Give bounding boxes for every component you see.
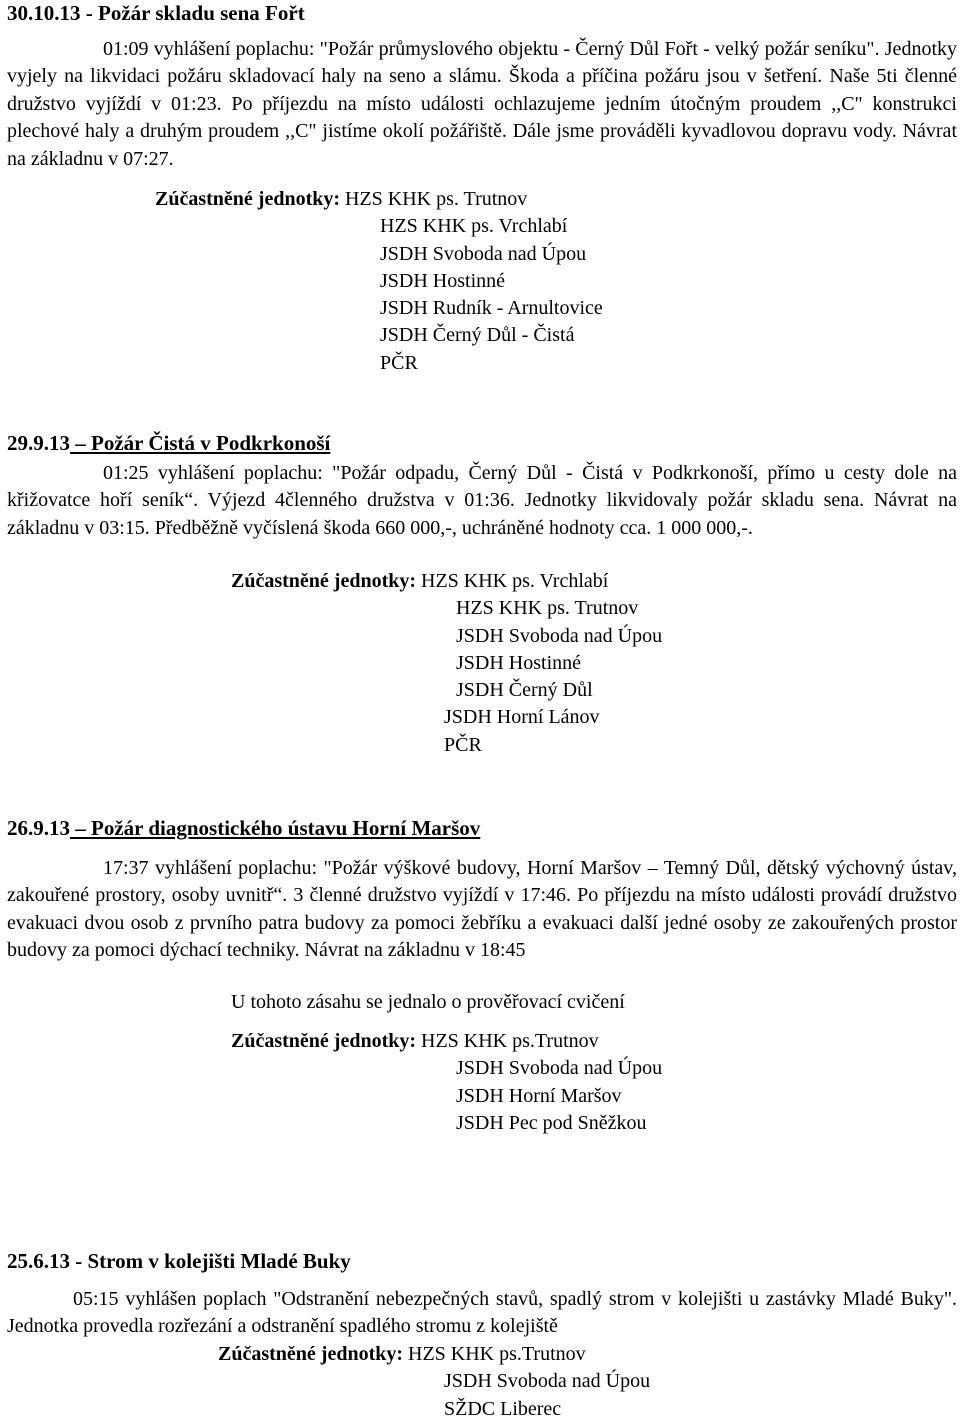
unit-item: JSDH Svoboda nad Úpou bbox=[456, 624, 663, 647]
unit-item: JSDH Horní Maršov bbox=[456, 1084, 622, 1107]
unit-item: JSDH Hostinné bbox=[456, 651, 582, 674]
entry-description: 01:25 vyhlášení poplachu: "Požár odpadu, Černý Důl - Čistá v Podkrkonoší, přímo u cesty dole na křižovatce hoří seník“. Výjezd 4členného družstva v 01:36. Jednotky likvidovaly požár skladu sena. Návrat na základnu v 03:15. Předběžně vyčíslená škoda 660 000,-, uchráněné hodnoty cca. 1 000 000,-. bbox=[7, 462, 957, 539]
unit-item: HZS KHK ps. Trutnov bbox=[345, 188, 528, 210]
entry-note: U tohoto zásahu se jednalo o prověřovací cvičení bbox=[231, 991, 625, 1013]
report-entry bbox=[7, 1248, 957, 1341]
heading-separator: – bbox=[70, 431, 91, 455]
entry-title: Požár Čistá v Podkrkonoší bbox=[91, 431, 331, 455]
entry-date: 30.10.13 bbox=[7, 1, 81, 25]
entry-title: Požár diagnostického ústavu Horní Maršov bbox=[91, 816, 481, 840]
heading-separator: - bbox=[80, 1, 98, 25]
unit-item: HZS KHK ps. Vrchlabí bbox=[421, 570, 609, 592]
entry-title: Strom v kolejišti Mladé Buky bbox=[87, 1249, 351, 1273]
entry-heading bbox=[7, 0, 957, 27]
unit-item: HZS KHK ps.Trutnov bbox=[408, 1343, 586, 1365]
unit-item: SŽDC Liberec bbox=[444, 1397, 562, 1420]
entry-description: 05:15 vyhlášen poplach "Odstranění nebezpečných stavů, spadlý strom v kolejišti u zastávky Mladé Buky". Jednotka provedla rozřezání a odstranění spadlého stromu z kolejiště bbox=[7, 1288, 957, 1338]
unit-item: HZS KHK ps. Vrchlabí bbox=[380, 215, 568, 238]
unit-item: JSDH Svoboda nad Úpou bbox=[380, 242, 587, 265]
unit-item: HZS KHK ps.Trutnov bbox=[421, 1030, 599, 1052]
unit-item: JSDH Rudník - Arnultovice bbox=[380, 297, 603, 320]
entry-date: 25.6.13 bbox=[7, 1249, 70, 1273]
unit-item: HZS KHK ps. Trutnov bbox=[456, 597, 639, 620]
units-list bbox=[231, 568, 662, 759]
entry-date: 29.9.13 bbox=[7, 431, 70, 455]
report-entry bbox=[7, 0, 957, 173]
entry-description: 17:37 vyhlášení poplachu: "Požár výškové budovy, Horní Maršov – Temný Důl, dětský výchovný ústav, zakouřené prostory, osoby uvnitř“. 3 členné družstvo vyjíždí v 17:46. Po příjezdu na místo události provádí družstvo evakuaci dvou osob z prvního patra budovy za pomoci žebříku a evakuaci další jedné osoby ze zakouřených prostor budovy za pomoci dýchací techniky. Návrat na základnu v 18:45 bbox=[7, 857, 957, 962]
units-list bbox=[218, 1341, 650, 1423]
unit-item: JSDH Svoboda nad Úpou bbox=[444, 1370, 651, 1393]
unit-item: JSDH Pec pod Sněžkou bbox=[456, 1111, 647, 1134]
heading-separator: - bbox=[70, 1249, 88, 1273]
entry-description: 01:09 vyhlášení poplachu: "Požár průmyslového objektu - Černý Důl Fořt - velký požár seníku". Jednotky vyjely na likvidaci požáru skladovací haly na seno a slámu. Škoda a příčina požáru jsou v šetření. Naše 5ti členné družstvo vyjíždí v 01:23. Po příjezdu na místo události ochlazujeme jedním útočným proudem ,,C" konstrukci plechové haly a druhým proudem ,,C" jistíme okolí požářiště. Dále jsme prováděli kyvadlovou dopravu vody. Návrat na základnu v 07:27. bbox=[7, 38, 957, 170]
heading-separator: – bbox=[70, 816, 91, 840]
unit-item: JSDH Horní Lánov bbox=[444, 706, 600, 729]
entry-heading bbox=[7, 1248, 957, 1275]
units-label: Zúčastněné jednotky: bbox=[231, 1030, 417, 1052]
report-entry bbox=[7, 430, 957, 542]
units-label: Zúčastněné jednotky: bbox=[231, 570, 417, 592]
unit-item: JSDH Svoboda nad Úpou bbox=[456, 1057, 663, 1080]
entry-title: Požár skladu sena Fořt bbox=[98, 1, 305, 25]
unit-item: JSDH Černý Důl bbox=[456, 679, 593, 702]
unit-item: JSDH Černý Důl - Čistá bbox=[380, 324, 575, 347]
unit-item: JSDH Hostinné bbox=[380, 269, 506, 292]
entry-date: 26.9.13 bbox=[7, 816, 70, 840]
units-list bbox=[155, 186, 603, 377]
unit-item: PČR bbox=[444, 733, 482, 756]
units-list bbox=[231, 1028, 662, 1137]
units-label: Zúčastněné jednotky: bbox=[218, 1343, 404, 1365]
unit-item: PČR bbox=[380, 351, 418, 374]
report-entry bbox=[7, 815, 957, 965]
entry-heading bbox=[7, 815, 957, 842]
units-label: Zúčastněné jednotky: bbox=[155, 188, 341, 210]
entry-heading bbox=[7, 430, 957, 457]
